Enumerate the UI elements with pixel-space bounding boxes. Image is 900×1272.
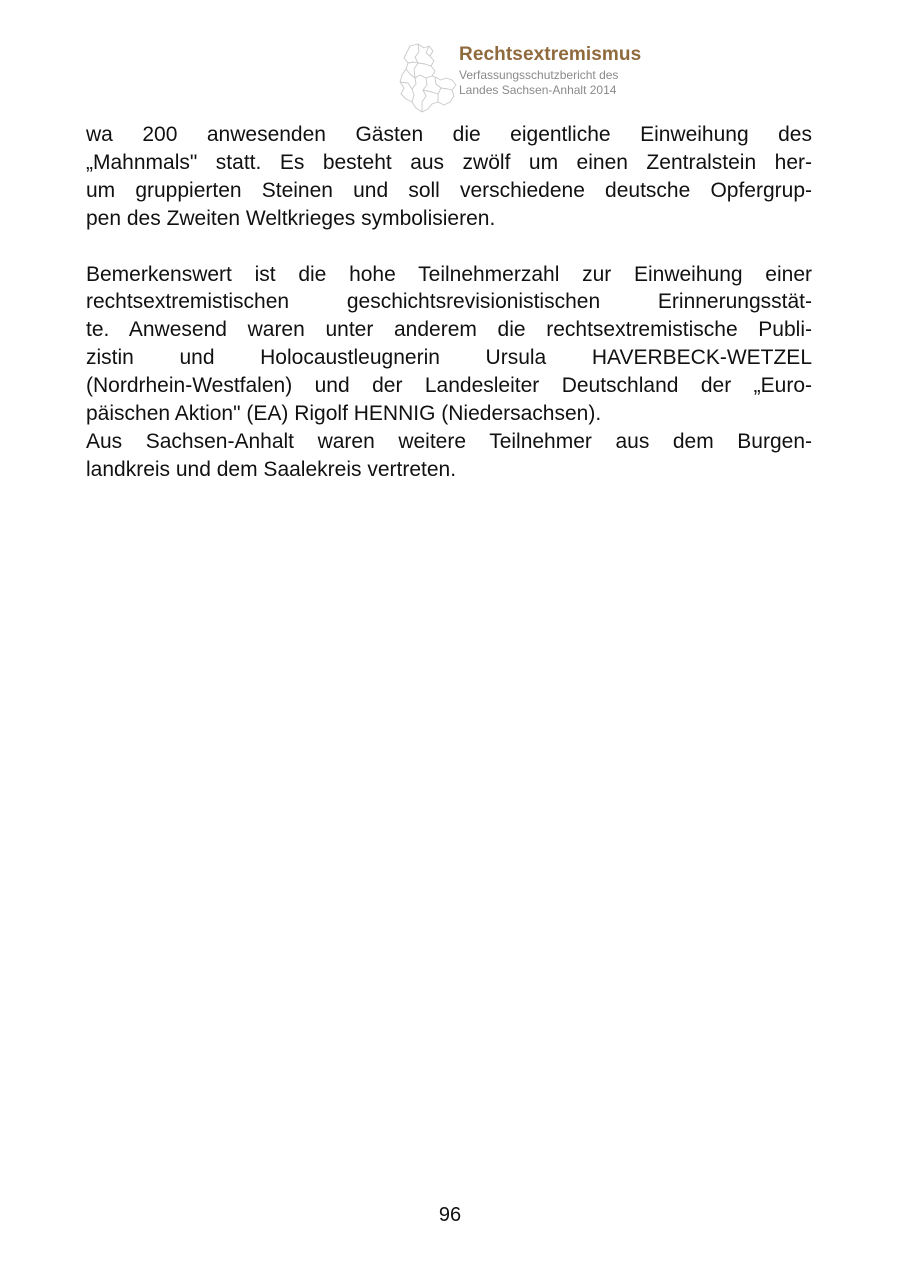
body-text [86,121,812,484]
text-line: wa 200 anwesenden Gästen die eigentliche Einweihung des [86,123,812,146]
header-subtitle-line1: Verfassungsschutzbericht des [459,68,619,82]
text-line: te. Anwesend waren unter anderem die rechtsextremistische Publi- [86,318,812,342]
sachsen-anhalt-map-icon [396,42,458,114]
text-line: „Mahnmals" statt. Es besteht aus zwölf um einen Zentralstein her- [86,150,812,174]
page-number: 96 [438,1204,462,1226]
text-line: päischen Aktion" (EA) Rigolf HENNIG (Niedersachsen). [86,402,602,426]
text-line: (Nordrhein-Westfalen) und der Landesleiter Deutschland der „Euro- [86,374,812,398]
text-line: um gruppierten Steinen und soll verschiedene deutsche Opfergrup- [86,178,812,202]
paragraph-3 [86,428,812,484]
text-line: Aus Sachsen-Anhalt waren weitere Teilnehmer aus dem Burgen- [86,429,812,453]
text-line: landkreis und dem Saalekreis vertreten. [86,457,457,481]
paragraph-1 [86,121,812,233]
text-line: zistin und Holocaustleugnerin Ursula HAVERBECK-WETZEL [86,346,812,370]
text-line: Bemerkenswert ist die hohe Teilnehmerzahl zur Einweihung einer [86,262,812,286]
text-line: pen des Zweiten Weltkrieges symbolisieren. [86,206,496,230]
paragraph-2 [86,261,812,428]
header-title: Rechtsextremismus [459,44,642,65]
header-subtitle-line2: Landes Sachsen-Anhalt 2014 [459,83,617,97]
page-header [396,42,696,114]
text-line: rechtsextremistischen geschichtsrevisionistischen Erinnerungsstät- [86,290,812,314]
paragraph-spacer [86,233,812,261]
